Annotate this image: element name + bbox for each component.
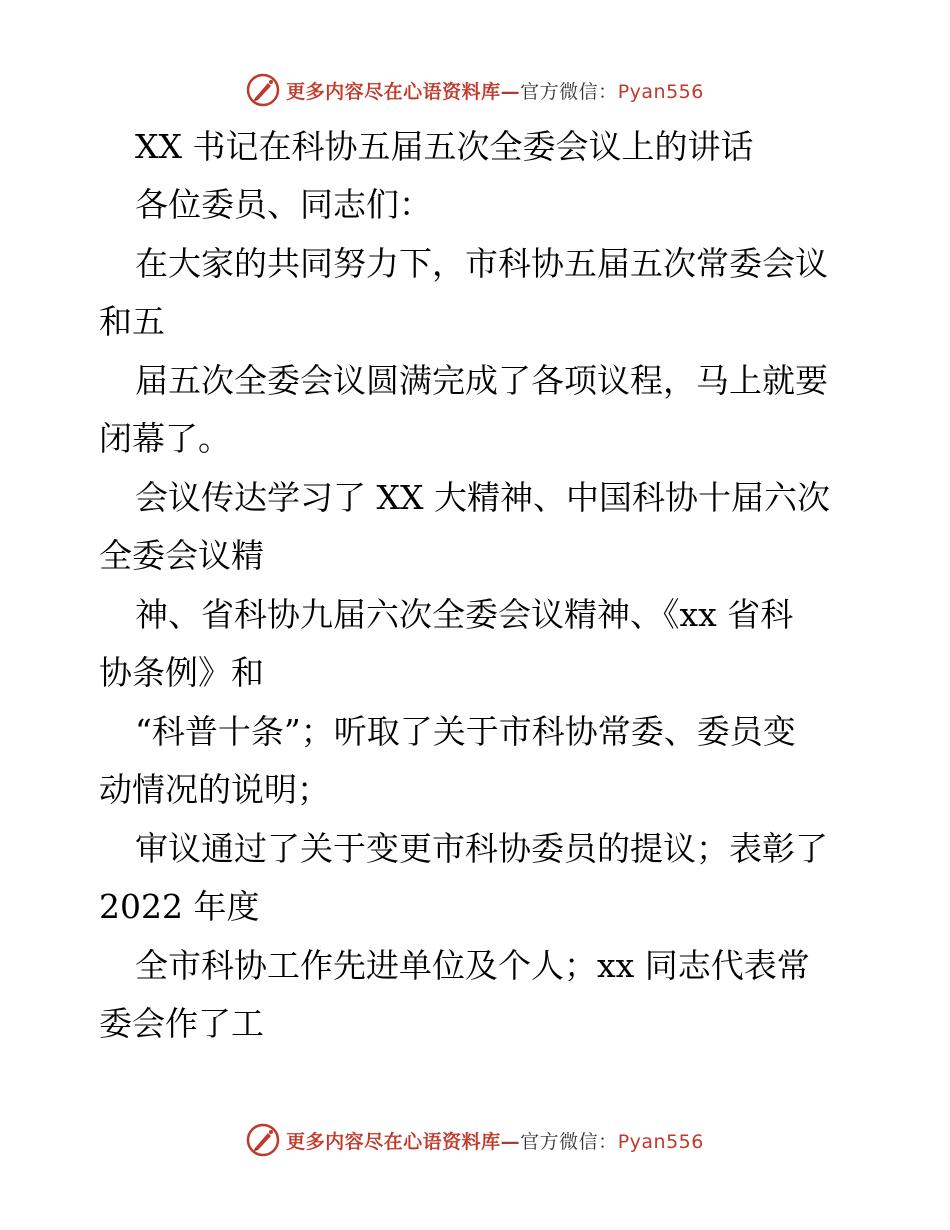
paragraph-line: “科普十条”；听取了关于市科协常委、委员变 — [135, 712, 796, 751]
paragraph-line: 届五次全委会议圆满完成了各项议程，马上就要 — [135, 361, 828, 400]
watermark-main-text: 更多内容尽在心语资料库 — [286, 1130, 501, 1153]
salutation: 各位委员、同志们： — [135, 185, 432, 224]
watermark-label: 官方微信： — [520, 80, 618, 103]
paragraph-line: 和五 — [99, 302, 165, 341]
paragraph-line: 协条例》和 — [99, 653, 264, 692]
paragraph-line: 动情况的说明； — [99, 770, 330, 809]
footer-watermark — [0, 1120, 950, 1160]
header-watermark — [0, 70, 950, 110]
paragraph-line: 全委会议精 — [99, 536, 264, 575]
paragraph-line: 闭幕了。 — [99, 419, 231, 458]
pen-logo-icon — [246, 1123, 280, 1157]
watermark-wechat-id: Pyan556 — [617, 1130, 704, 1153]
watermark-dash: — — [500, 80, 521, 103]
watermark-main-text: 更多内容尽在心语资料库 — [286, 80, 501, 103]
watermark-wechat-id: Pyan556 — [617, 80, 704, 103]
document-title: XX 书记在科协五届五次全委会议上的讲话 — [135, 127, 754, 166]
paragraph-line: 审议通过了关于变更市科协委员的提议；表彰了 — [135, 829, 828, 868]
watermark-label: 官方微信： — [520, 1130, 618, 1153]
watermark-dash: — — [500, 1130, 521, 1153]
paragraph-line: 2022 年度 — [99, 887, 260, 926]
paragraph-line: 委会作了工 — [99, 1004, 264, 1043]
paragraph-line: 全市科协工作先进单位及个人；xx 同志代表常 — [135, 946, 810, 985]
pen-logo-icon — [246, 73, 280, 107]
paragraph-line: 在大家的共同努力下，市科协五届五次常委会议 — [135, 244, 828, 283]
paragraph-line: 神、省科协九届六次全委会议精神、《xx 省科 — [135, 595, 794, 634]
paragraph-line: 会议传达学习了 XX 大精神、中国科协十届六次 — [135, 478, 830, 517]
